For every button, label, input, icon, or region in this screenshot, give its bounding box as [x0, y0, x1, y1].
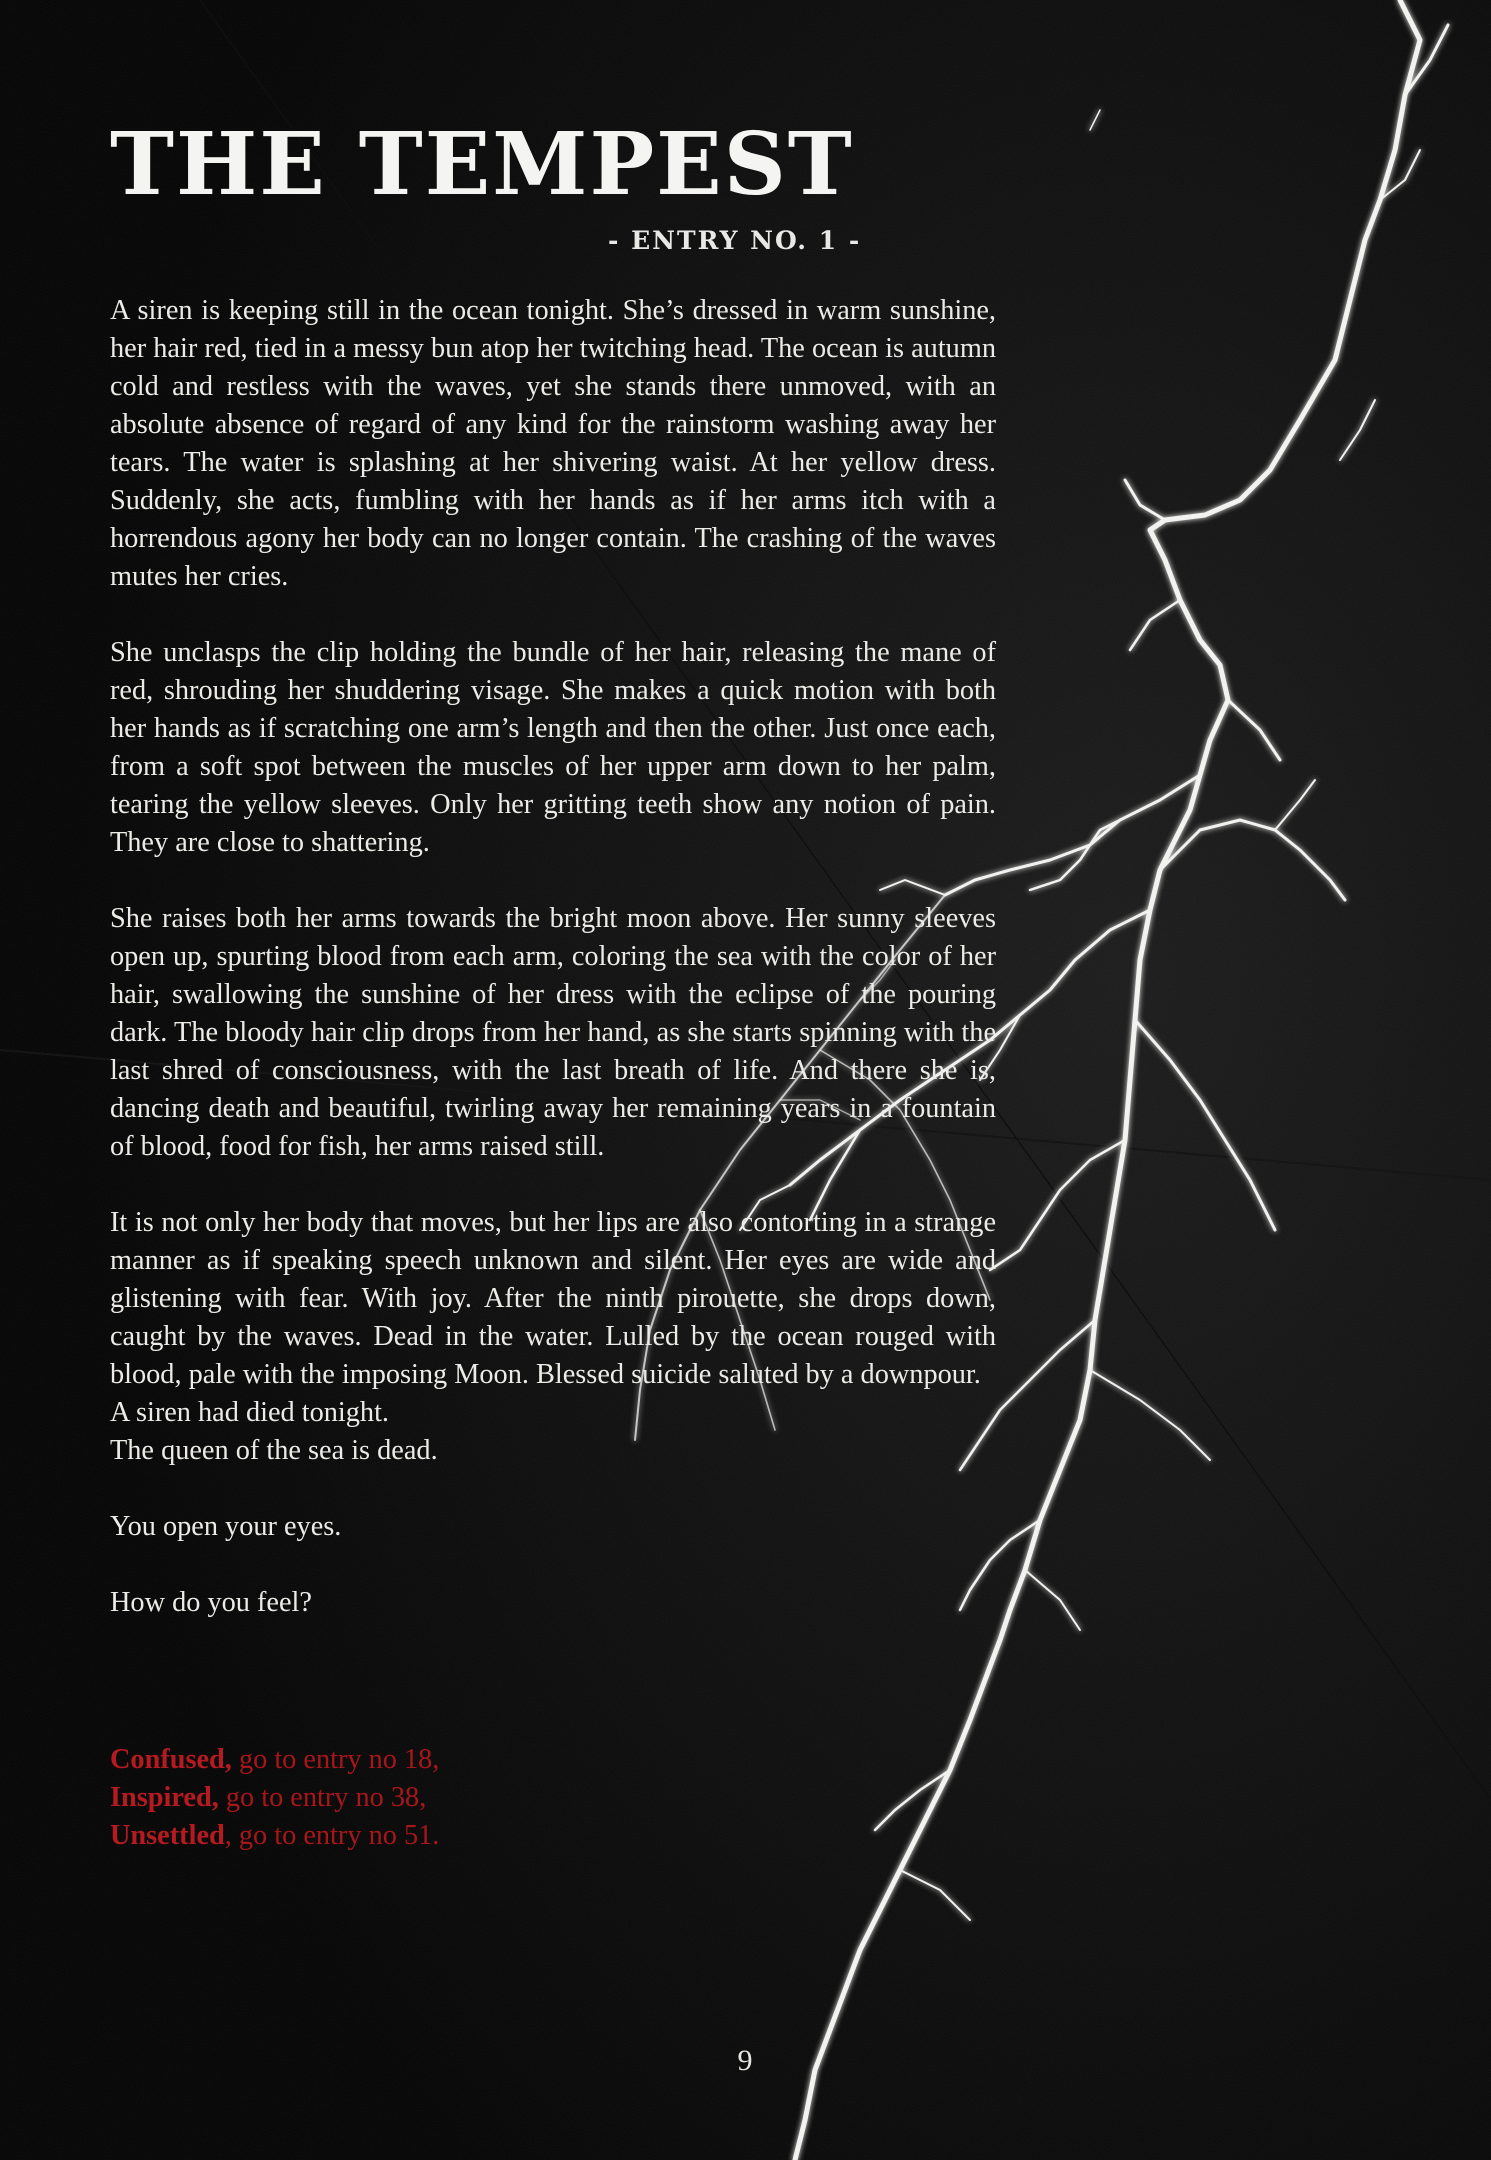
- entry-number-label: - ENTRY NO. 1 -: [608, 226, 862, 255]
- closing-line: A siren had died tonight.: [110, 1397, 390, 1428]
- open-eyes-line: You open your eyes.: [110, 1511, 342, 1542]
- choice-destination: go to entry no 18,: [231, 1744, 440, 1775]
- page-title: THE TEMPEST: [110, 114, 854, 215]
- story-paragraph: A siren is keeping still in the ocean tonight. She’s dressed in warm sunshine, her hair red, tied in a messy bun atop her twitching head. The ocean is autumn cold and restless with the waves, yet she stands there unmoved, with an absolute absence of regard of any kind for the rainstorm washing away her tears. The water is splashing at her shivering waist. At her yellow dress. Suddenly, she acts, fumbling with her hands as if her arms itch with a horrendous agony her body can no longer contain. The crashing of the waves mutes her cries.: [110, 295, 996, 592]
- choice-destination: , go to entry no 51.: [224, 1820, 440, 1851]
- choice-inspired[interactable]: [110, 1779, 439, 1817]
- choice-word: Confused,: [110, 1744, 232, 1775]
- story-paragraph: She raises both her arms towards the bright moon above. Her sunny sleeves open up, spurting blood from each arm, coloring the sea with the color of her hair, swallowing the sunshine of her dress with the eclipse of the pouring dark. The bloody hair clip drops from her hand, as she starts spinning with the last shred of consciousness, with the last breath of life. And there she is, dancing death and beautiful, twirling away her remaining years in a fountain of blood, food for fish, her arms raised still.: [110, 903, 996, 1162]
- story-body: [110, 292, 996, 1622]
- page-number: 9: [737, 2044, 753, 2077]
- choice-list: [110, 1741, 439, 1855]
- story-paragraph: It is not only her body that moves, but her lips are also contorting in a strange manner as if speaking speech unknown and silent. Her eyes are wide and glistening with fear. With joy. After the ninth pirouette, she drops down, caught by the waves. Dead in the water. Lulled by the ocean rouged with blood, pale with the imposing Moon. Blessed suicide saluted by a downpour.: [110, 1207, 996, 1390]
- choice-word: Inspired,: [110, 1782, 219, 1813]
- choice-unsettled[interactable]: [110, 1817, 439, 1855]
- question-line: How do you feel?: [110, 1587, 312, 1618]
- story-paragraph: She unclasps the clip holding the bundle of her hair, releasing the mane of red, shrouding her shuddering visage. She makes a quick motion with both her hands as if scratching one arm’s length and then the other. Just once each, from a soft spot between the muscles of her upper arm down to her palm, tearing the yellow sleeves. Only her gritting teeth show any notion of pain. They are close to shattering.: [110, 637, 996, 858]
- choice-destination: go to entry no 38,: [218, 1782, 427, 1813]
- choice-confused[interactable]: [110, 1741, 439, 1779]
- choice-word: Unsettled: [110, 1820, 225, 1851]
- closing-line: The queen of the sea is dead.: [110, 1435, 438, 1466]
